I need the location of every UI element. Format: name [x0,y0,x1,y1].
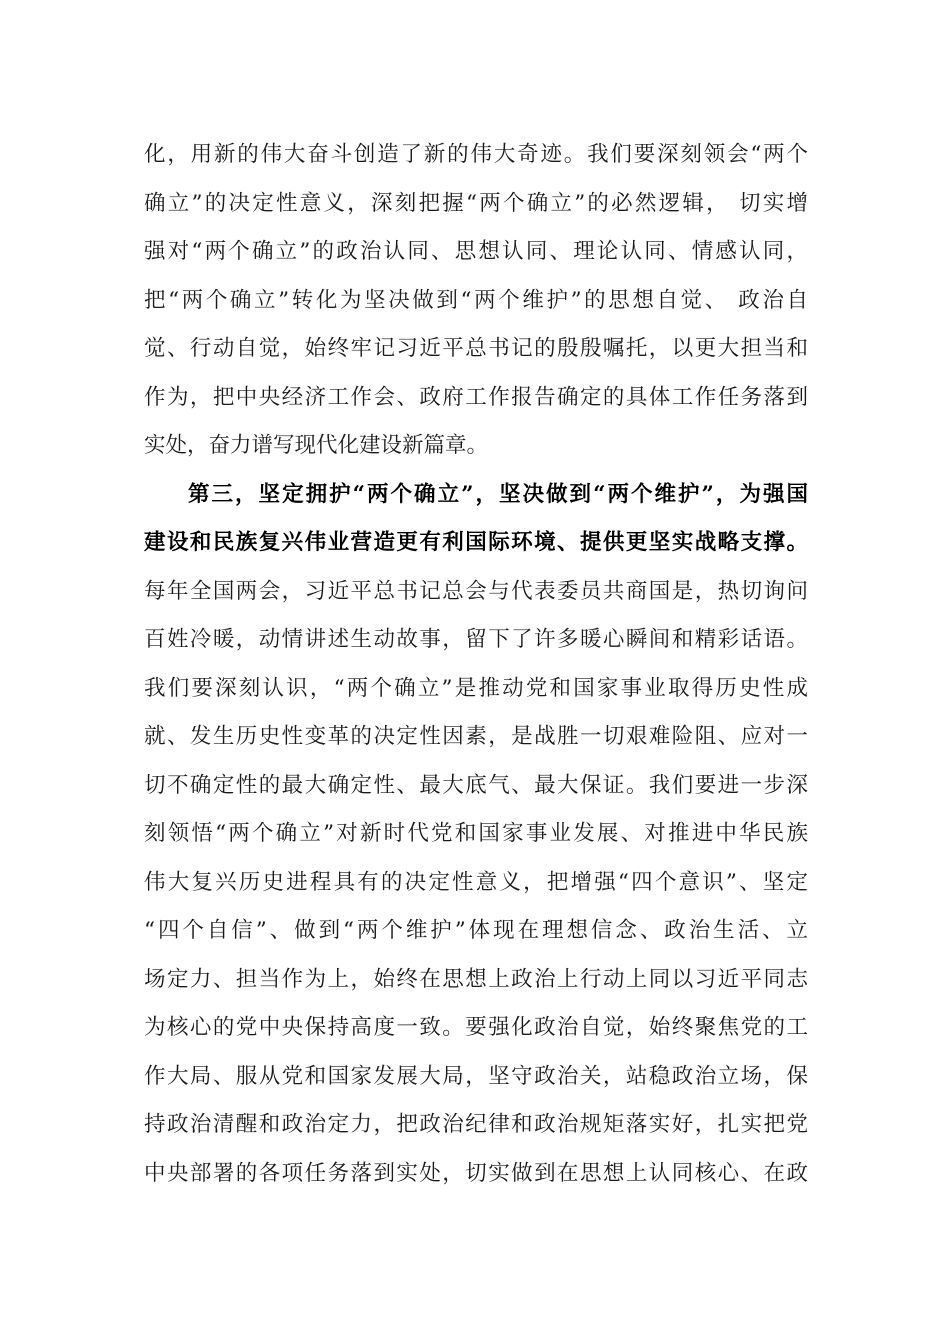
text-line: 实处，奋力谱写现代化建设新篇章。 [144,433,489,458]
text-line: 持政治清醒和政治定力，把政治纪律和政治规矩落实好，扎实把党 [144,1112,808,1137]
paragraph-continuation [144,131,808,471]
text-line: 伟大复兴历史进程具有的决定性意义，把增强“四个意识”、坚定 [144,869,808,895]
text-line: 每年全国两会，习近平总书记总会与代表委员共商国是，热切询问 [144,578,808,604]
text-line: 场定力、担当作为上，始终在思想上政治上行动上同以习近平同志 [144,966,808,992]
text-line: 作大局、服从党和国家发展大局，坚守政治关，站稳政治立场，保 [144,1063,808,1089]
text-line: 把“两个确立”转化为坚决做到“两个维护”的思想自觉、 政治自 [144,287,808,313]
text-line: 我们要深刻认识，“两个确立”是推动党和国家事业取得历史性成 [144,675,808,701]
section-heading-line: 建设和民族复兴伟业营造更有利国际环境、提供更坚实战略支撑。 [144,530,808,555]
section-heading-line: 第三，坚定拥护“两个确立”，坚决做到“两个维护”，为强国 [188,481,808,507]
text-line: 中央部署的各项任务落到实处，切实做到在思想上认同核心、在政 [144,1160,808,1186]
text-line: 觉、行动自觉，始终牢记习近平总书记的殷殷嘱托，以更大担当和 [144,336,808,361]
text-line: 作为，把中央经济工作会、政府工作报告确定的具体工作任务落到 [144,384,808,410]
text-line: 切不确定性的最大确定性、最大底气、最大保证。我们要进一步深 [144,772,808,798]
text-line: 化，用新的伟大奋斗创造了新的伟大奇迹。我们要深刻领会“两个 [144,142,808,167]
text-line: 就、发生历史性变革的决定性因素，是战胜一切艰难险阻、应对一 [144,724,808,749]
text-line: 百姓冷暖，动情讲述生动故事，留下了许多暖心瞬间和精彩话语。 [144,627,808,652]
text-line: 确立”的决定性意义，深刻把握“两个确立”的必然逻辑， 切实增 [144,190,808,216]
document-body [144,131,808,1198]
text-line: 强对“两个确立”的政治认同、思想认同、理论认同、情感认同， [144,239,808,264]
text-line: 为核心的党中央保持高度一致。要强化政治自觉，始终聚焦党的工 [144,1015,808,1040]
text-line: 刻领悟“两个确立”对新时代党和国家事业发展、对推进中华民族 [144,821,808,846]
paragraph-third-point [144,471,808,1199]
text-line: “四个自信”、做到“两个维护”体现在理想信念、政治生活、立 [144,918,808,943]
